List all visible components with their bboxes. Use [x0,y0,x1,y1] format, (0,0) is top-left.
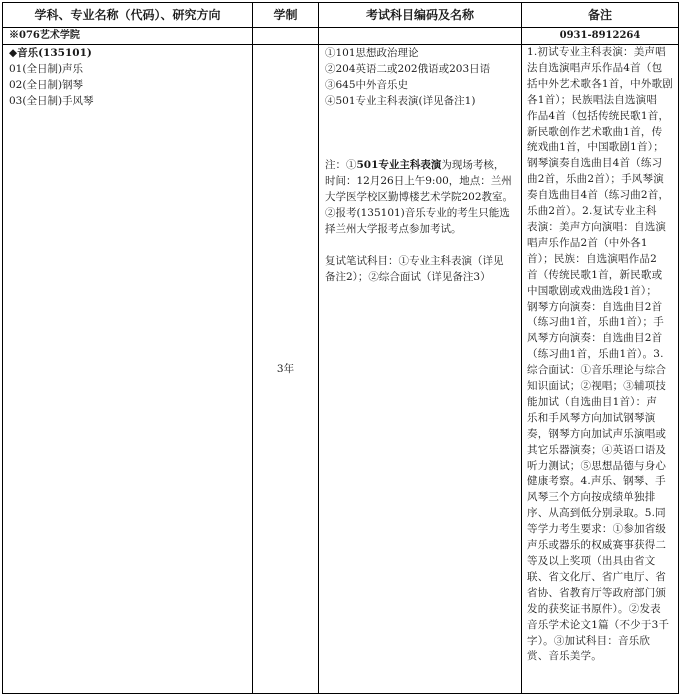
direction-item: 03(全日制)手风琴 [9,95,94,107]
remark-line: 联、省文化厅、省广电厅、省 [527,570,667,583]
remark-line: 各1首）；民族唱法自选演唱 [527,93,658,106]
remark-line: 表演：美声方向演唱：自选演 [527,220,667,233]
remark-line: 发的获奖证书原件）。②发表 [527,602,661,615]
remark-line: 知识面试；②视唱；③辅项技 [527,380,667,393]
major-title: ◆音乐(135101) [9,47,92,59]
remark-line: 省协、省教育厅等政府部门颁 [527,586,667,599]
exam-note-line: ②报考(135101)音乐专业的考生只能选 [325,207,510,219]
remark-line: （练习曲1首，乐曲1首）。3. [527,348,664,361]
remark-line: 能加试（自选曲目1首）：声 [527,395,658,408]
remark-line: 听力测试；⑤思想品德与身心 [527,459,667,472]
exam-cell [319,45,522,694]
remark-line: 作品4首（包括传统民歌1首， [527,109,670,122]
exam-subject: ④501专业主科表演(详见备注1) [325,95,476,107]
remark-line: 健康考察。4.声乐、钢琴、手 [527,475,666,488]
remark-line: 字）。③加试科目：音乐欣 [527,634,651,647]
exam-note-line: 时间：12月26日上午9:00，地点：兰州 [325,175,512,187]
remark-line: 奏，钢琴方向加试声乐演唱或 [527,427,667,440]
college-phone: 0931-8912264 [522,28,679,45]
remark-line: 风琴三个方向按成绩单独排 [527,491,656,504]
remark-line: 乐和手风琴方向加试钢琴演 [527,411,656,424]
remark-line: 乐曲2首）。2.复试专业主科 [527,205,657,218]
exam-note-line: 注：①501专业主科表演为现场考核， [325,159,505,171]
remark-line: 奏自选曲目4首（练习曲2首， [527,189,670,202]
remark-line: 音乐学术论文1篇（不少于3千 [527,618,670,631]
header-duration: 学制 [253,3,319,28]
remark-line: 首）；民族：自选演唱作品2 [527,252,658,265]
remark-line: 中国歌剧或戏曲选段1首）； [527,284,658,297]
major-cell [3,45,253,694]
remark-line: 钢琴演奏自选曲目4首（练习 [527,157,663,170]
major-row [3,45,679,694]
remark-line: 法自选演唱声乐作品4首（包 [527,61,663,74]
remark-line: 新民歌创作艺术歌曲1首，传 [527,125,663,138]
college-name: ※076艺术学院 [3,28,253,45]
remark-line: 等学力考生要求：①参加省级 [527,523,667,536]
remark-line: 等及以上奖项（出具由省文 [527,555,656,567]
remark-line: 钢琴方向演奏：自选曲目2首 [527,300,663,313]
direction-item: 02(全日制)钢琴 [9,79,84,91]
exam-subject: ③645中外音乐史 [325,79,409,91]
remark-line: 赏、音乐美学。 [527,650,602,663]
remark-line: 其它乐器演奏；④英语口语及 [527,443,667,456]
exam-subject: ①101思想政治理论 [325,47,419,59]
remarks-cell [522,45,679,694]
remark-line: 统戏曲1首，中国歌剧1首）； [527,141,664,154]
header-remarks: 备注 [522,3,679,28]
table-header-row [3,3,679,28]
header-major: 学科、专业名称（代码）、研究方向 [3,3,253,28]
college-empty-duration [253,28,319,45]
remark-line: （练习曲1首，乐曲1首）；手 [527,316,664,329]
direction-item: 01(全日制)声乐 [9,63,84,75]
remark-line: 声乐或器乐的权威赛事获得二 [527,539,667,552]
remark-line: 括中外艺术歌各1首，中外歌剧 [527,77,673,90]
remark-line: 唱声乐作品2首（中外各1 [527,236,648,249]
exam-note-line: 大学医学校区勤博楼艺术学院202教室。 [325,191,514,203]
retest-line: 备注2）；②综合面试（详见备注3） [325,271,491,283]
remark-line: 综合面试：①音乐理论与综合 [527,364,667,377]
program-table [2,2,679,694]
remark-line: 首（传统民歌1首，新民歌或 [527,268,663,281]
remark-line: 风琴方向演奏：自选曲目2首 [527,332,663,345]
duration-cell: 3年 [253,45,319,694]
college-row [3,28,679,45]
remark-line: 1.初试专业主科表演：美声唱 [527,46,666,58]
remark-line: 曲2首，乐曲2首）；手风琴演 [527,173,664,186]
remarks-text [527,45,676,665]
header-exam-subjects: 考试科目编码及名称 [319,3,522,28]
remark-line: 序、从高到低分别录取。5.同 [527,507,666,520]
exam-subject: ②204英语二或202俄语或203日语 [325,63,491,75]
exam-note-line: 择兰州大学报考点参加考试。 [325,223,462,235]
college-empty-exam [319,28,522,45]
retest-line: 复试笔试科目：①专业主科表演（详见 [325,255,504,267]
